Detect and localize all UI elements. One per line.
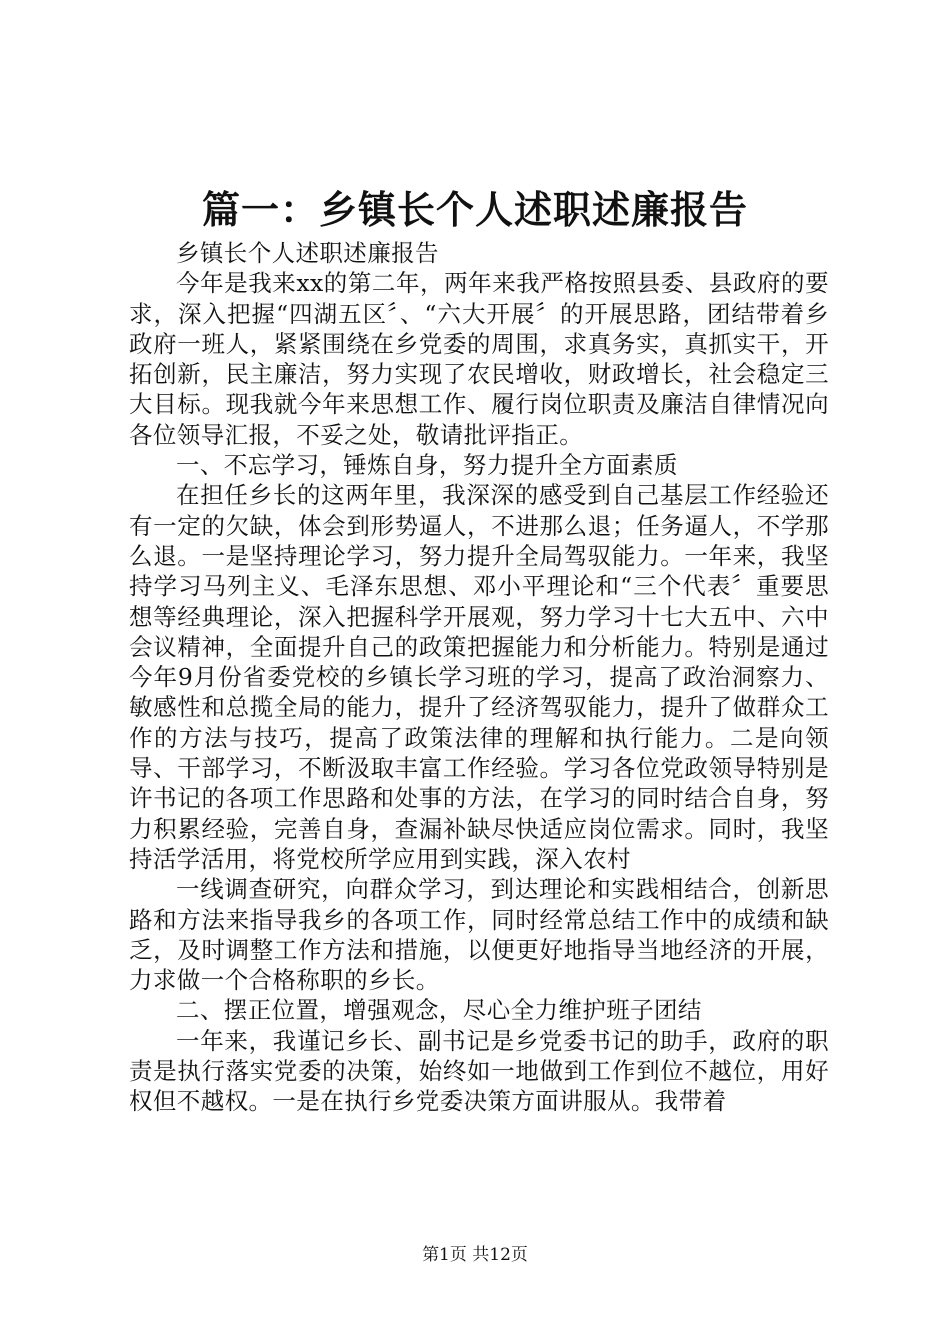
paragraph-section-1-continued: 一线调查研究，向群众学习，到达理论和实践相结合，创新思路和方法来指导我乡的各项工作，同时经常总结工作中的成绩和缺乏，及时调整工作方法和措施，以便更好地指导当地经济的开展，力求做一个合格称职的乡长。 [129,875,829,995]
paragraph-section-1: 在担任乡长的这两年里，我深深的感受到自己基层工作经验还有一定的欠缺，体会到形势逼人，不进那么退；任务逼人，不学那么退。一是坚持理论学习，努力提升全局驾驭能力。一年来，我坚持学习马列主义、毛泽东思想、邓小平理论和“三个代表〞重要思想等经典理论，深入把握科学开展观，努力学习十七大五中、六中会议精神，全面提升自己的政策把握能力和分析能力。特别是通过今年9月份省委党校的乡镇长学习班的学习，提高了政治洞察力、敏感性和总揽全局的能力，提升了经济驾驭能力，提升了做群众工作的方法与技巧，提高了政策法律的理解和执行能力。二是向领导、干部学习，不断汲取丰富工作经验。学习各位党政领导特别是许书记的各项工作思路和处事的方法，在学习的同时结合自身，努力积累经验，完善自身，查漏补缺尽快适应岗位需求。同时，我坚持活学活用，将党校所学应用到实践，深入农村 [129,481,829,873]
section-heading-1: 一、不忘学习，锤炼自身，努力提升全方面素质 [176,451,678,480]
page-title: 篇一：乡镇长个人述职述廉报告 [201,187,748,232]
paragraph-intro: 今年是我来xx的第二年，两年来我严格按照县委、县政府的要求，深入把握“四湖五区〞、“六大开展〞的开展思路，团结带着乡政府一班人，紧紧围绕在乡党委的周围，求真务实，真抓实干，开拓创新，民主廉洁，努力实现了农民增收，财政增长，社会稳定三大目标。现我就今年来思想工作、履行岗位职责及廉洁自律情况向各位领导汇报，不妥之处，敬请批评指正。 [129,269,829,449]
document-body [129,238,829,1117]
paragraph-subtitle: 乡镇长个人述职述廉报告 [176,239,439,267]
section-heading-2: 二、摆正位置，增强观念，尽心全力维护班子团结 [176,996,702,1025]
paragraph-section-2: 一年来，我谨记乡长、副书记是乡党委书记的助手，政府的职责是执行落实党委的决策，始终如一地做到工作到位不越位，用好权但不越权。一是在执行乡党委决策方面讲服从。我带着 [129,1026,829,1116]
page-number: 第1页 共12页 [422,1245,528,1265]
